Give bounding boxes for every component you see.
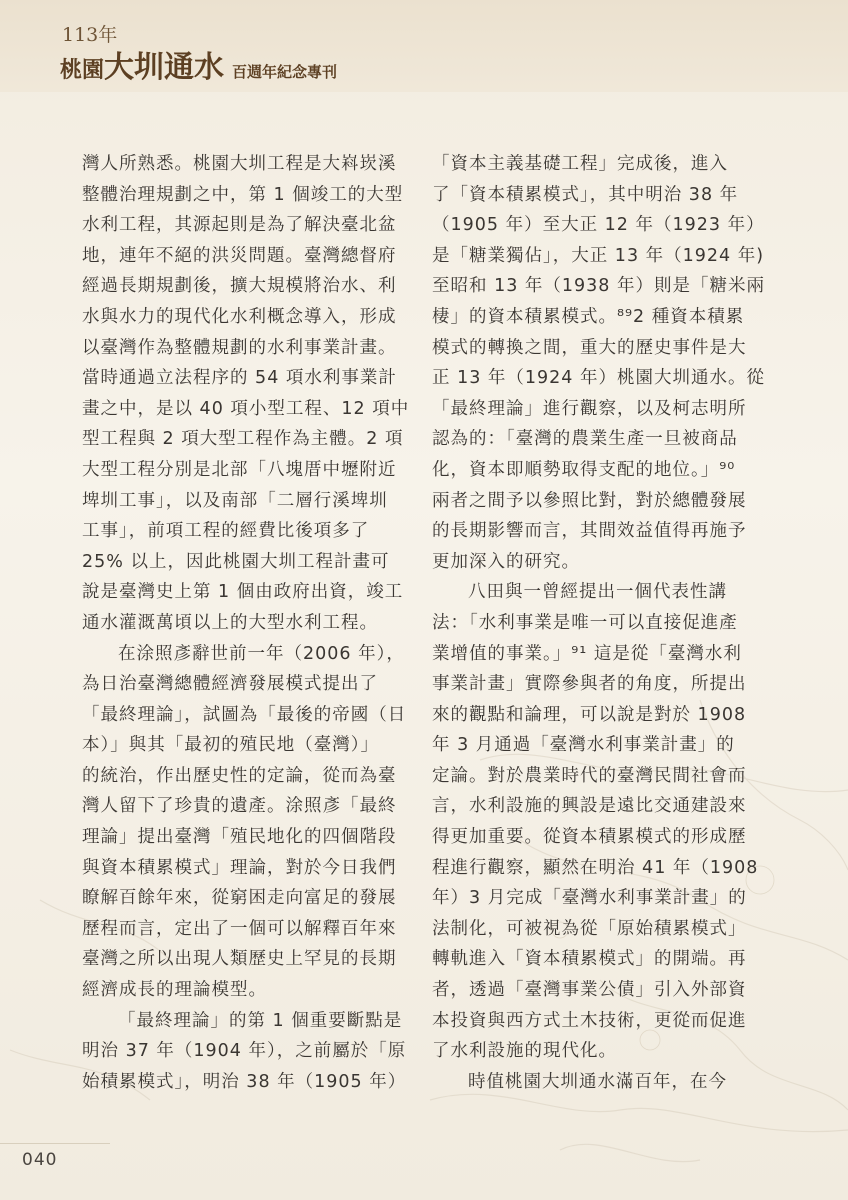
text-line: 「最終理論」，試圖為「最後的帝國（日 [82,704,407,725]
text-line: （1905 年）至大正 12 年（1923 年） [432,215,765,236]
text-line: 模式的轉換之間，重大的歷史事件是大 [432,337,747,358]
text-line: 至昭和 13 年（1938 年）則是「糖米兩 [432,276,765,297]
text-line: 明治 37 年（1904 年），之前屬於「原 [82,1041,407,1062]
text-line: 型工程與 2 項大型工程作為主體。2 項 [82,429,404,450]
text-line: 灣人所熟悉。桃園大圳工程是大嵙崁溪 [82,154,397,174]
text-line: 年 3 月通過「臺灣水利事業計畫」的 [432,735,735,756]
text-line: 以臺灣作為整體規劃的水利事業計畫。 [82,337,397,358]
text-line: 言，水利設施的興設是遠比交通建設來 [432,796,747,817]
text-line: 水與水力的現代化水利概念導入，形成 [82,306,397,327]
text-line: 化，資本即順勢取得支配的地位。」⁹⁰ [432,459,736,480]
text-line: 正 13 年（1924 年）桃園大圳通水。從 [432,368,765,389]
text-line: 與資本積累模式」理論，對於今日我們 [82,857,397,878]
text-line: 來的觀點和論理，可以說是對於 1908 [432,704,747,725]
text-line: 者，透過「臺灣事業公債」引入外部資 [432,980,747,1001]
text-line: 經過長期規劃後，擴大規模將治水、利 [82,276,397,297]
text-line: 說是臺灣史上第 1 個由政府出資，竣工 [82,582,404,603]
text-line: 工事」，前項工程的經費比後項多了 [82,521,370,542]
header-year: 113年 [62,24,118,46]
text-line: 棲」的資本積累模式。⁸⁹2 種資本積累 [432,306,745,327]
text-line: 25% 以上，因此桃園大圳工程計畫可 [82,551,390,572]
text-line: 更加深入的研究。 [432,551,580,572]
text-line: 灣人留下了珍貴的遺產。涂照彥「最終 [82,796,397,817]
text-line: 得更加重要。從資本積累模式的形成歷 [432,827,747,848]
text-line: 地，連年不絕的洪災問題。臺灣總督府 [82,245,397,266]
text-line: 始積累模式」，明治 38 年（1905 年） [82,1071,407,1092]
publication-title [60,42,337,86]
text-line: 是「糖業獨佔」，大正 13 年（1924 年) [432,245,765,266]
text-line: 認為的：「臺灣的農業生產一旦被商品 [432,429,738,450]
text-line: 法：「水利事業是唯一可以直接促進產 [432,612,738,633]
text-line: 事業計畫」實際參與者的角度，所提出 [432,674,747,695]
left-text-column [82,149,410,1097]
text-line: 臺灣之所以出現人類歷史上罕見的長期 [82,949,397,970]
right-text-column [432,149,765,1097]
text-line: 本投資與西方式土木技術，更從而促進 [432,1010,747,1031]
text-line: 經濟成長的理論模型。 [82,980,267,1001]
title-part-subtitle: 百週年紀念專刊 [232,63,338,81]
text-line: 歷程而言，定出了一個可以解釋百年來 [82,918,397,939]
text-line: 「資本主義基礎工程」完成後，進入 [432,154,728,174]
title-part-location: 桃園 [60,57,105,83]
text-line: 的長期影響而言，其間效益值得再施予 [432,521,747,542]
text-line: 時值桃園大圳通水滿百年，在今 [468,1071,727,1092]
text-line: 了水利設施的現代化。 [432,1041,617,1062]
text-line: 八田與一曾經提出一個代表性講 [468,582,727,603]
text-line: 為日治臺灣總體經濟發展模式提出了 [82,674,378,695]
text-line: 本）」與其「最初的殖民地（臺灣）」 [82,735,379,756]
text-line: 整體治理規劃之中，第 1 個竣工的大型 [82,184,404,205]
page-number-rule [0,1143,110,1144]
text-line: 年）3 月完成「臺灣水利事業計畫」的 [432,888,747,909]
text-line: 埤圳工事」，以及南部「二層行溪埤圳 [82,490,388,511]
text-line: 瞭解百餘年來，從窮困走向富足的發展 [82,888,397,909]
text-line: 法制化，可被視為從「原始積累模式」 [432,918,747,939]
text-line: 的統治，作出歷史性的定論，從而為臺 [82,765,397,786]
text-line: 程進行觀察，顯然在明治 41 年（1908 [432,857,759,878]
text-line: 理論」提出臺灣「殖民地化的四個階段 [82,827,397,848]
text-line: 大型工程分別是北部「八塊厝中壢附近 [82,459,397,480]
title-part-main: 大圳通水 [104,50,225,85]
text-line: 了「資本積累模式」，其中明治 38 年 [432,184,739,205]
text-line: 「最終理論」的第 1 個重要斷點是 [118,1010,403,1031]
text-line: 定論。對於農業時代的臺灣民間社會而 [432,765,747,786]
text-line: 在涂照彥辭世前一年（2006 年）， [118,643,405,664]
text-line: 當時通過立法程序的 54 項水利事業計 [82,368,397,389]
text-line: 轉軌進入「資本積累模式」的開端。再 [432,949,747,970]
text-line: 水利工程，其源起則是為了解決臺北盆 [82,215,397,236]
text-line: 通水灌溉萬頃以上的大型水利工程。 [82,612,378,633]
text-line: 畫之中，是以 40 項小型工程、12 項中 [82,398,410,419]
text-line: 業增值的事業。」⁹¹ 這是從「臺灣水利 [432,643,742,664]
page-number: 040 [22,1150,58,1170]
text-line: 兩者之間予以參照比對，對於總體發展 [432,490,747,511]
text-line: 「最終理論」進行觀察，以及柯志明所 [432,398,747,419]
